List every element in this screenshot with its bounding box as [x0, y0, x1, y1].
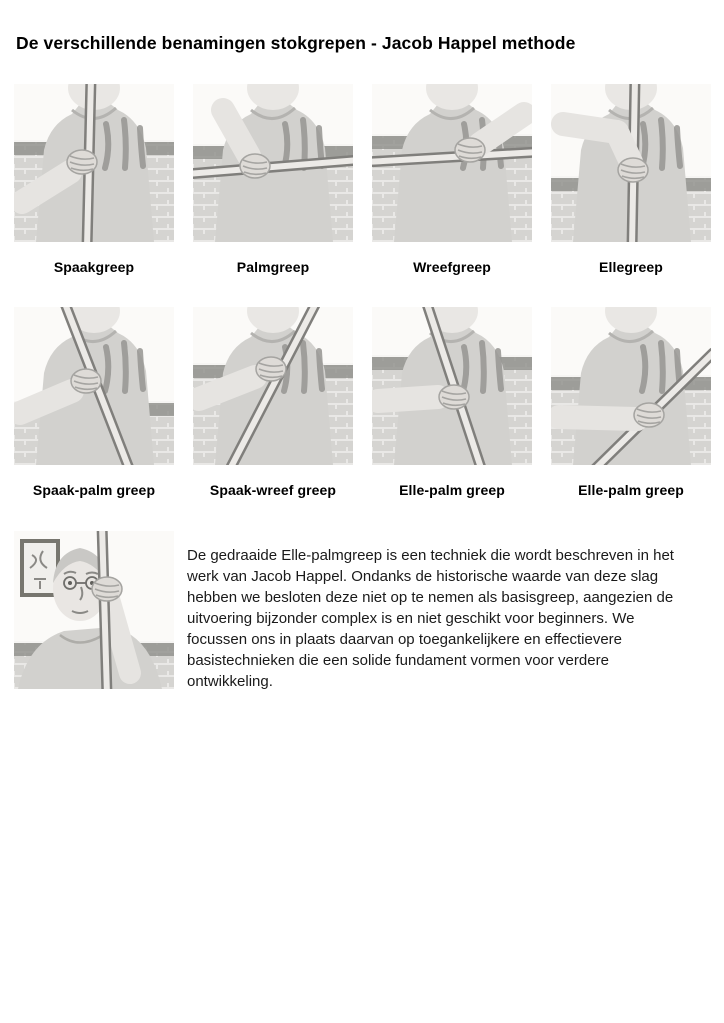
- grip-label: Wreefgreep: [413, 259, 491, 275]
- palmgreep-photo: [193, 84, 353, 242]
- elle-palm-greep-photo-2: [551, 307, 711, 465]
- spaak-wreef-greep-photo: [193, 307, 353, 465]
- grip-cell-elle-palm-1: [372, 307, 532, 498]
- grip-label: Ellegreep: [599, 259, 663, 275]
- grip-cell-elle-palm-2: [551, 307, 711, 498]
- grip-cell-spaak-wreef: [193, 307, 353, 498]
- page-title: De verschillende benamingen stokgrepen - Jacob Happel methode: [16, 33, 576, 53]
- grip-label: Spaak-wreef greep: [209, 482, 337, 498]
- ellegreep-photo: [551, 84, 711, 242]
- grip-label: Spaakgreep: [53, 259, 135, 275]
- grip-row-1: [14, 84, 711, 275]
- spaakgreep-photo: [14, 84, 174, 242]
- grip-cell-palmgreep: [193, 84, 353, 275]
- spaak-palm-greep-photo: [14, 307, 174, 465]
- grip-cell-spaak-palm: [14, 307, 174, 498]
- elle-palm-greep-photo-1: [372, 307, 532, 465]
- grip-label: Spaak-palm greep: [32, 482, 156, 498]
- grip-row-2: [14, 307, 711, 498]
- grip-cell-wreefgreep: [372, 84, 532, 275]
- grip-label: Palmgreep: [236, 259, 310, 275]
- grip-label: Elle-palm greep: [578, 482, 684, 498]
- note-text: De gedraaide Elle-palmgreep is een techniek die wordt beschreven in het werk van Jacob Happel. Ondanks de historische waarde van deze slag hebben we besloten deze niet op te nemen als basisgreep, aangezien de uitvoering bijzonder complex is en niet geschikt voor beginners. We focussen ons in plaats daarvan op toegankelijkere en effectievere basistechnieken die een solide fundament vormen voor verdere ontwikkeling.: [187, 547, 674, 690]
- gedraaide-elle-palmgreep-photo: [14, 531, 174, 689]
- note-section: [14, 531, 711, 692]
- grip-cell-spaakgreep: [14, 84, 174, 275]
- wreefgreep-photo: [372, 84, 532, 242]
- grip-label: Elle-palm greep: [399, 482, 505, 498]
- grip-cell-ellegreep: [551, 84, 711, 275]
